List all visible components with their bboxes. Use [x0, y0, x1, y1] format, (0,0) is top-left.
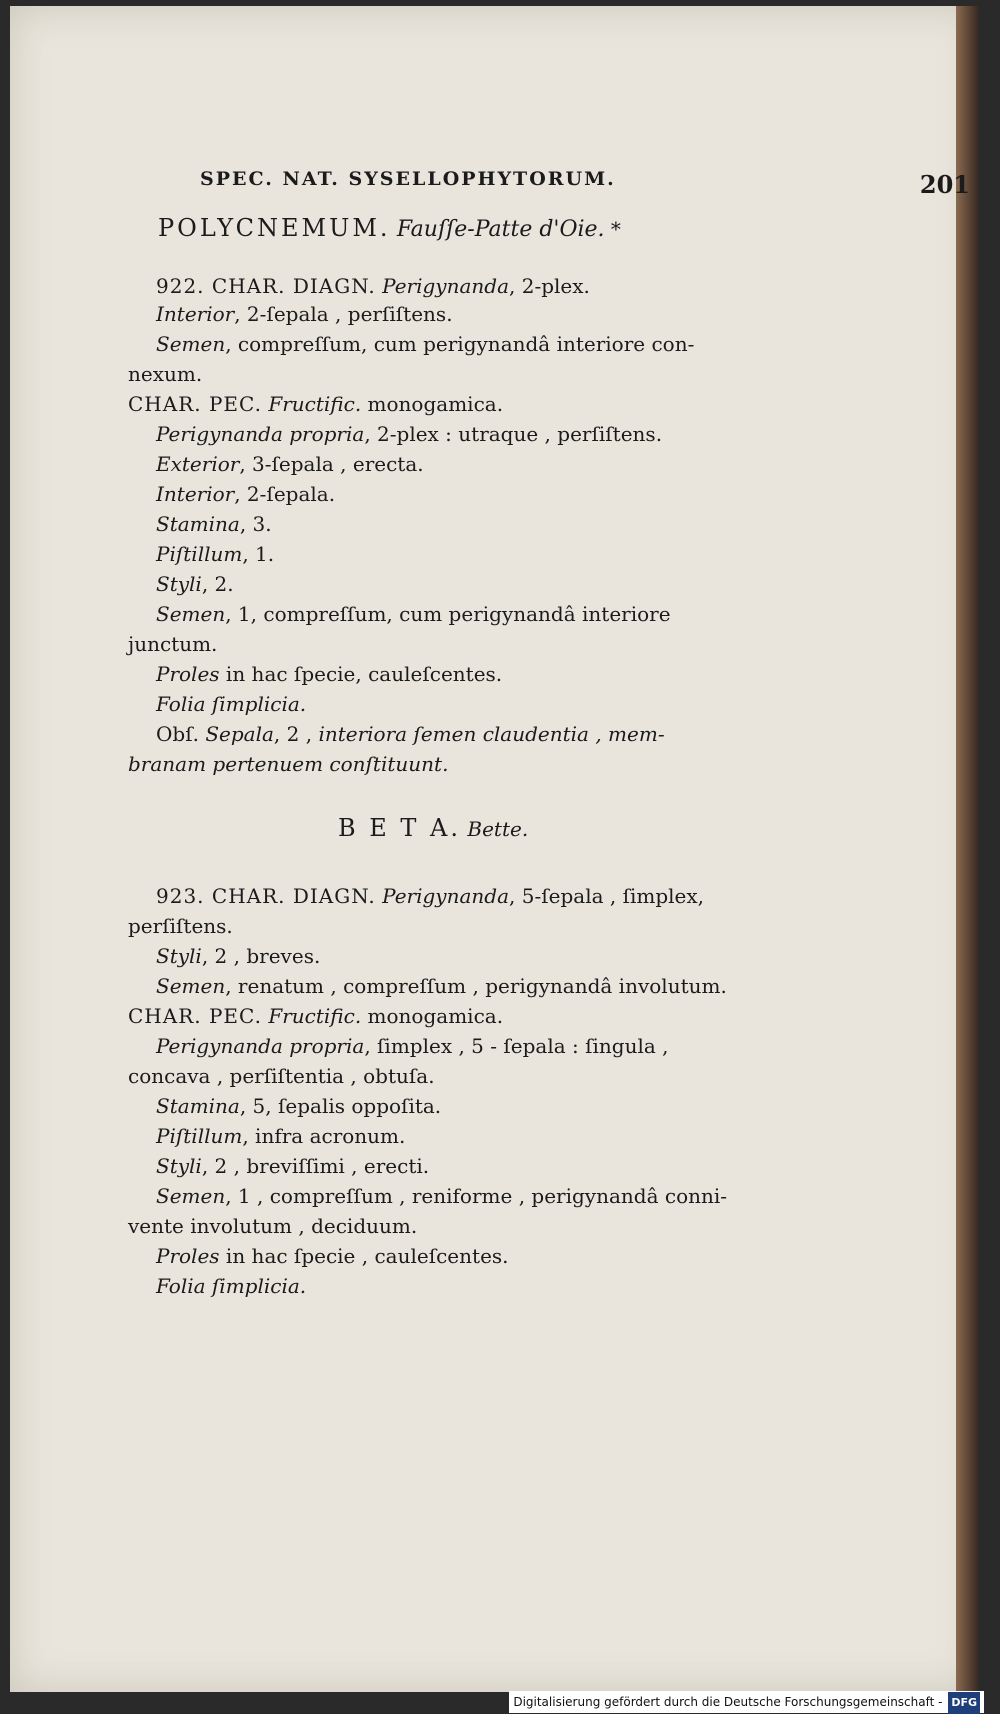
text-line: Semen, compreſſum, cum perigynandâ interiore con-: [156, 332, 695, 356]
running-title: SPEC. NAT. SYSELLOPHYTORUM.: [200, 168, 616, 190]
text-line: junctum.: [128, 632, 218, 656]
credit-text: Digitalisierung gefördert durch die Deutsche Forschungsgemeinschaft -: [513, 1695, 943, 1709]
text-line: Folia ſimplicia.: [156, 1274, 307, 1298]
text-line: Semen, 1 , compreſſum , reniforme , perigynandâ conni-: [156, 1184, 728, 1208]
text-line: Perigynanda propria, ſimplex , 5 - ſepala : ſingula ,: [156, 1034, 669, 1058]
text-line: perſiſtens.: [128, 914, 233, 938]
text-line: Proles in hac ſpecie, cauleſcentes.: [156, 662, 503, 686]
text-line: Folia ſimplicia.: [156, 692, 307, 716]
text-line: CHAR. PEC. Fructific. monogamica.: [128, 1004, 504, 1028]
text-line: 923. CHAR. DIAGN. Perigynanda, 5-ſepala , ſimplex,: [156, 884, 705, 908]
text-line: Proles in hac ſpecie , cauleſcentes.: [156, 1244, 509, 1268]
text-line: Piſtillum, 1.: [156, 542, 275, 566]
text-line: Obſ. Sepala, 2 , interiora ſemen claudentia , mem-: [156, 722, 665, 746]
text-line: Styli, 2 , breves.: [156, 944, 321, 968]
polycnemum-heading: [158, 214, 621, 242]
genus-name: POLYCNEMUM.: [158, 214, 391, 242]
text-line: Interior, 2-ſepala.: [156, 482, 336, 506]
book-page: [10, 6, 978, 1692]
text-line: Exterior, 3-ſepala , erecta.: [156, 452, 424, 476]
text-line: Piſtillum, infra acronum.: [156, 1124, 406, 1148]
vernacular-name: Fauſſe-Patte d'Oie.: [396, 217, 605, 242]
book-spine: [956, 6, 978, 1692]
text-line: Interior, 2-ſepala , perſiſtens.: [156, 302, 453, 326]
beta-heading: [338, 814, 528, 842]
text-line: Stamina, 5, ſepalis oppoſita.: [156, 1094, 442, 1118]
genus-name: B E T A.: [338, 814, 462, 842]
text-line: Semen, 1, compreſſum, cum perigynandâ interiore: [156, 602, 671, 626]
text-line: vente involutum , deciduum.: [128, 1214, 418, 1238]
text-line: 922. CHAR. DIAGN. Perigynanda, 2-plex.: [156, 274, 590, 298]
dfg-logo: DFG: [948, 1692, 980, 1714]
vernacular-name: Bette.: [467, 817, 529, 841]
footnote-mark: *: [610, 217, 621, 241]
text-line: concava , perſiſtentia , obtuſa.: [128, 1064, 435, 1088]
digitization-credit: [509, 1691, 984, 1713]
text-line: Styli, 2.: [156, 572, 234, 596]
text-line: CHAR. PEC. Fructific. monogamica.: [128, 392, 504, 416]
page-number: 201: [919, 170, 970, 199]
text-line: Semen, renatum , compreſſum , perigynandâ involutum.: [156, 974, 727, 998]
text-line: nexum.: [128, 362, 203, 386]
text-line: Styli, 2 , breviſſimi , erecti.: [156, 1154, 430, 1178]
text-line: Stamina, 3.: [156, 512, 272, 536]
text-line: Perigynanda propria, 2-plex : utraque , perſiſtens.: [156, 422, 663, 446]
text-line: branam pertenuem conſtituunt.: [128, 752, 449, 776]
